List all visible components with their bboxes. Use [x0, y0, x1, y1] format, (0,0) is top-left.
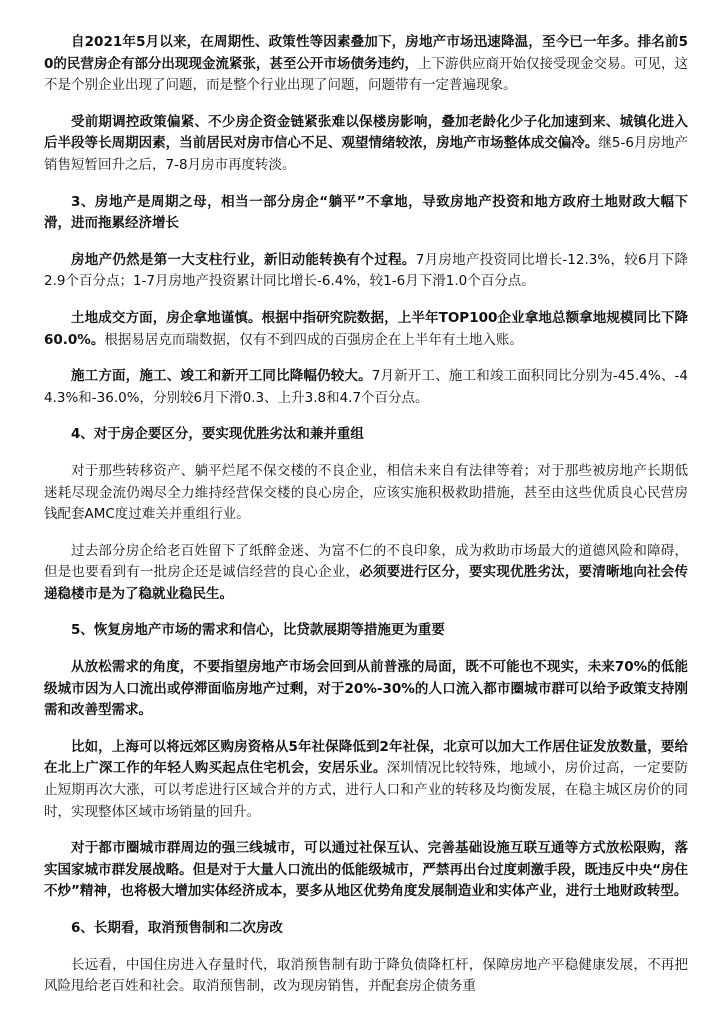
paragraph-9: 从放松需求的角度，不要指望房地产市场会回到从前普涨的局面，既不可能也不现实，未来70%的低能级城市因为人口流出或停滞面临房地产过剩，对于20%-30%的人口流入都市圈城市群可以给予政策支持刚需和改善型需求。: [44, 659, 688, 719]
paragraph-12: 长远看，中国住房进入存量时代，取消预售制有助于降负债降杠杆，保障房地产平稳健康发展，不再把风险甩给老百姓和社会。取消预售制，改为现房销售，并配套房企债务重: [44, 956, 688, 995]
section-heading-6: 6、长期看，取消预售制和二次房改: [71, 920, 283, 936]
section-heading-4: 4、对于房企要区分，要实现优胜劣汰和兼并重组: [71, 426, 364, 443]
paragraph-5: 土地成交方面，房企拿地谨慎。根据中指研究院数据，上半年TOP100企业拿地总额拿地规模同比下降60.0%。根据易居克而瑞数据，仅有不到四成的百强房企在上半年有土地入账。: [44, 309, 688, 348]
paragraph-2: 受前期调控政策偏紧、不少房企资金链紧张难以保楼房影响，叠加老龄化少子化加速到来、城镇化进入后半段等长周期因素，当前居民对房市信心不足、观望情绪较浓，房地产市场整体成交偏冷。继5-6月房地产销售短暂回升之后，7-8月房市再度转淡。: [44, 113, 688, 173]
paragraph-10: 比如，上海可以将远郊区购房资格从5年社保降低到2年社保，北京可以加大工作居住证发放数量，要给在北上广深工作的年轻人购买起点住宅机会，安居乐业。深圳情况比较特殊，地域小，房价过高，一定要防止短期再次大涨，可以考虑进行区域合并的方式，进行人口和产业的转移及均衡发展，在稳主城区房价的同时，实现整体区域市场销量的回升。: [44, 738, 689, 820]
paragraph-6: 施工方面，施工、竣工和新开工同比降幅仍较大。7月新开工、施工和竣工面积同比分别为-45.4%、-44.3%和-36.0%，分别较6月下滑0.3、上升3.8和4.7个百分点。: [44, 368, 688, 406]
paragraph-4: 房地产仍然是第一大支柱行业，新旧动能转换有个过程。7月房地产投资同比增长-12.3%，较6月下降2.9个百分点；1-7月房地产投资累计同比增长-6.4%，较1-6月下滑1.0个百分点。: [44, 251, 689, 290]
paragraph-11: 对于都市圈城市群周边的强三线城市，可以通过社保互认、完善基础设施互联互通等方式放松限购，落实国家城市群发展战略。但是对于大量人口流出的低能级城市，严禁再出台过度刺激手段，既违反中央“房住不炒”精神，也将极大增加实体经济成本，要多从地区优势角度发展制造业和实体产业，进行土地财政转型。: [44, 840, 688, 900]
section-heading-5: 5、恢复房地产市场的需求和信心，比贷款展期等措施更为重要: [71, 622, 445, 639]
paragraph-1: 自2021年5月以来，在周期性、政策性等因素叠加下，房地产市场迅速降温，至今已一年多。排名前50的民营房企有部分出现现金流紧张，甚至公开市场债务违约，上下游供应商开始仅接受现金交易。可见，这不是个别企业出现了问题，而是整个行业出现了问题，问题带有一定普遍现象。: [44, 34, 688, 94]
paragraph-8: 过去部分房企给老百姓留下了纸醉金迷、为富不仁的不良印象，成为救助市场最大的道德风险和障碍，但是也要看到有一批房企还是诚信经营的良心企业，必须要进行区分，要实现优胜劣汰，要清晰地向社会传递稳楼市是为了稳就业稳民生。: [44, 542, 688, 602]
paragraph-7: 对于那些转移资产、躺平烂尾不保交楼的不良企业，相信未来自有法律等着；对于那些被房地产长期低迷耗尽现金流仍竭尽全力维持经营保交楼的良心房企，应该实施积极救助措施，甚至由这些优质良心民营房钱配套AMC度过难关并重组行业。: [44, 462, 688, 523]
article-body: [44, 32, 688, 1013]
section-heading-3: 3、房地产是周期之母，相当一部分房企“躺平”不拿地，导致房地产投资和地方政府土地财政大幅下滑，进而拖累经济增长: [44, 193, 688, 232]
